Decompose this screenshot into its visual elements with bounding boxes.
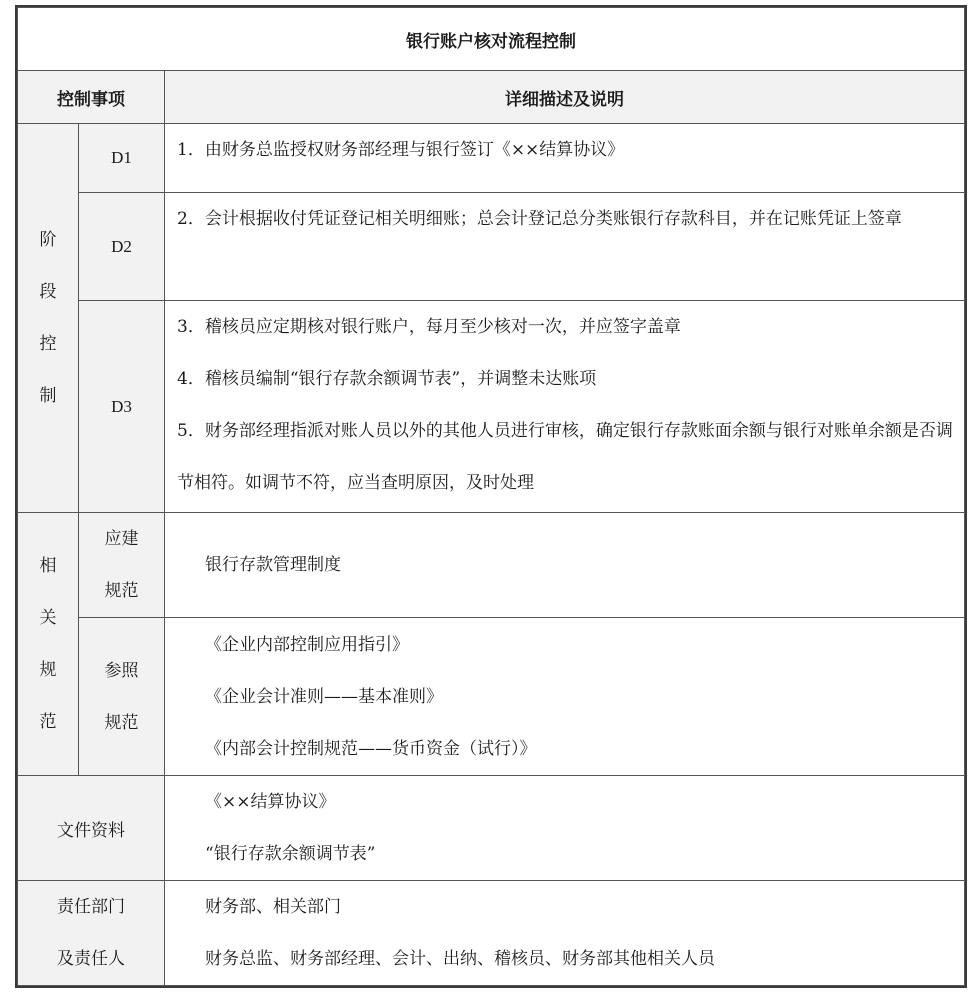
title-row <box>18 8 965 71</box>
stage-label-char: 阶 <box>39 230 57 250</box>
norms-required-list <box>165 513 965 618</box>
norms-row-required <box>18 513 965 618</box>
stage-code-d1: D1 <box>79 124 165 193</box>
responsibility-label <box>18 881 165 986</box>
stage-row-d2 <box>18 193 965 301</box>
stage-desc-d2 <box>165 193 965 301</box>
stage-code-d2: D2 <box>79 193 165 301</box>
document-item: “银行存款余额调节表” <box>205 844 376 864</box>
stage-item: 2．会计根据收付凭证登记相关明细账；总会计登记总分类账银行存款科目，并在记账凭证上签章 <box>177 209 902 229</box>
stage-code-d3: D3 <box>79 301 165 513</box>
norms-sub-label-reference <box>79 618 165 776</box>
stage-label-char: 段 <box>39 282 57 302</box>
control-table <box>17 7 965 986</box>
stage-desc-d1 <box>165 124 965 193</box>
responsibility-item: 财务总监、财务部经理、会计、出纳、稽核员、财务部其他相关人员 <box>205 949 715 969</box>
documents-label: 文件资料 <box>18 776 165 881</box>
responsibility-item: 财务部、相关部门 <box>205 897 341 917</box>
responsibility-list <box>165 881 965 986</box>
norms-reference-list <box>165 618 965 776</box>
stage-label-char: 制 <box>39 386 57 406</box>
documents-row <box>18 776 965 881</box>
stage-item: 4．稽核员编制“银行存款余额调节表”，并调整未达账项 <box>177 369 597 389</box>
stage-item: 5．财务部经理指派对账人员以外的其他人员进行审核，确定银行存款账面余额与银行对账单余额是否调节相符。如调节不符，应当查明原因，及时处理 <box>177 421 953 493</box>
responsibility-label-line: 责任部门 <box>57 897 125 917</box>
norms-item: 银行存款管理制度 <box>205 555 341 575</box>
documents-list <box>165 776 965 881</box>
control-table-container <box>17 7 964 989</box>
stage-desc-d3 <box>165 301 965 513</box>
header-control-item: 控制事项 <box>18 71 165 124</box>
norms-label <box>18 513 79 776</box>
stage-row-d1 <box>18 124 965 193</box>
norms-item: 《企业内部控制应用指引》 <box>205 634 409 655</box>
stage-item: 1．由财务总监授权财务部经理与银行签订《××结算协议》 <box>177 140 625 160</box>
stage-label-char: 控 <box>39 334 57 354</box>
responsibility-row <box>18 881 965 986</box>
norms-label-char: 规 <box>39 660 57 680</box>
table-title: 银行账户核对流程控制 <box>18 8 965 71</box>
stage-row-d3 <box>18 301 965 513</box>
norms-sub-label-line: 参照 <box>104 660 139 681</box>
stage-label <box>18 124 79 513</box>
norms-row-reference <box>18 618 965 776</box>
document-item: 《××结算协议》 <box>205 792 336 812</box>
header-row <box>18 71 965 124</box>
norms-item: 《内部会计控制规范——货币资金（试行）》 <box>205 738 537 759</box>
norms-sub-label-line: 规范 <box>104 581 139 601</box>
responsibility-label-line: 及责任人 <box>57 949 125 969</box>
norms-label-char: 相 <box>39 556 57 576</box>
stage-item: 3．稽核员应定期核对银行账户，每月至少核对一次，并应签字盖章 <box>177 317 681 337</box>
header-description: 详细描述及说明 <box>165 71 965 124</box>
norms-item: 《企业会计准则——基本准则》 <box>205 686 443 707</box>
norms-sub-label-line: 应建 <box>104 529 139 549</box>
norms-label-char: 范 <box>39 712 57 732</box>
norms-label-char: 关 <box>39 608 57 628</box>
norms-sub-label-line: 规范 <box>104 712 139 733</box>
norms-sub-label-required <box>79 513 165 618</box>
